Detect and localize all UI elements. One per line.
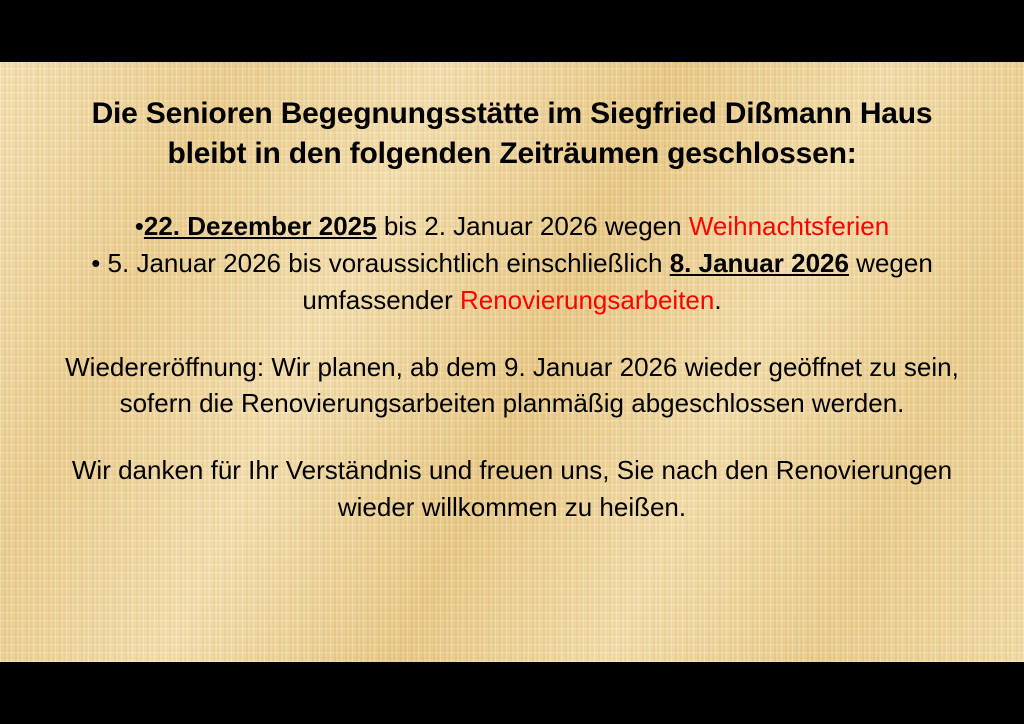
- reopening-text: Wiedereröffnung: Wir planen, ab dem 9. Januar 2026 wieder geöffnet zu sein, sofern die Renovierungsarbeiten planmäßig abgeschlossen werden.: [65, 351, 959, 419]
- bullet-2-reason: Renovierungsarbeiten: [459, 284, 715, 315]
- bullet-1-reason: Weihnachtsferien: [688, 210, 890, 241]
- list-item: [60, 245, 964, 319]
- bullet-2-lead: 5. Januar 2026 bis voraussichtlich einschließlich: [100, 247, 670, 278]
- thanks-text: Wir danken für Ihr Verständnis und freuen uns, Sie nach den Renovierungen wieder willkommen zu heißen.: [71, 455, 953, 523]
- spacer-after-title: [60, 174, 964, 208]
- notice-poster: [0, 62, 1024, 662]
- bullet-1-middle: bis 2. Januar 2026 wegen: [376, 210, 689, 241]
- bullet-1-date: 22. Dezember 2025: [143, 210, 377, 241]
- bullet-marker: •: [134, 210, 144, 241]
- spacer-after-reopening: [60, 422, 964, 452]
- spacer-after-list: [60, 319, 964, 349]
- poster-content: [60, 62, 964, 526]
- page-title: Die Senioren Begegnungsstätte im Siegfried Dißmann Haus bleibt in den folgenden Zeiträumen geschlossen:: [91, 97, 933, 170]
- bullet-2-middle: wegen umfassender: [302, 247, 933, 315]
- list-item: [60, 208, 964, 245]
- bullet-2-tail: .: [714, 284, 722, 315]
- closure-list: [60, 208, 964, 319]
- bullet-2-date: 8. Januar 2026: [669, 247, 849, 278]
- bullet-marker: •: [91, 247, 101, 278]
